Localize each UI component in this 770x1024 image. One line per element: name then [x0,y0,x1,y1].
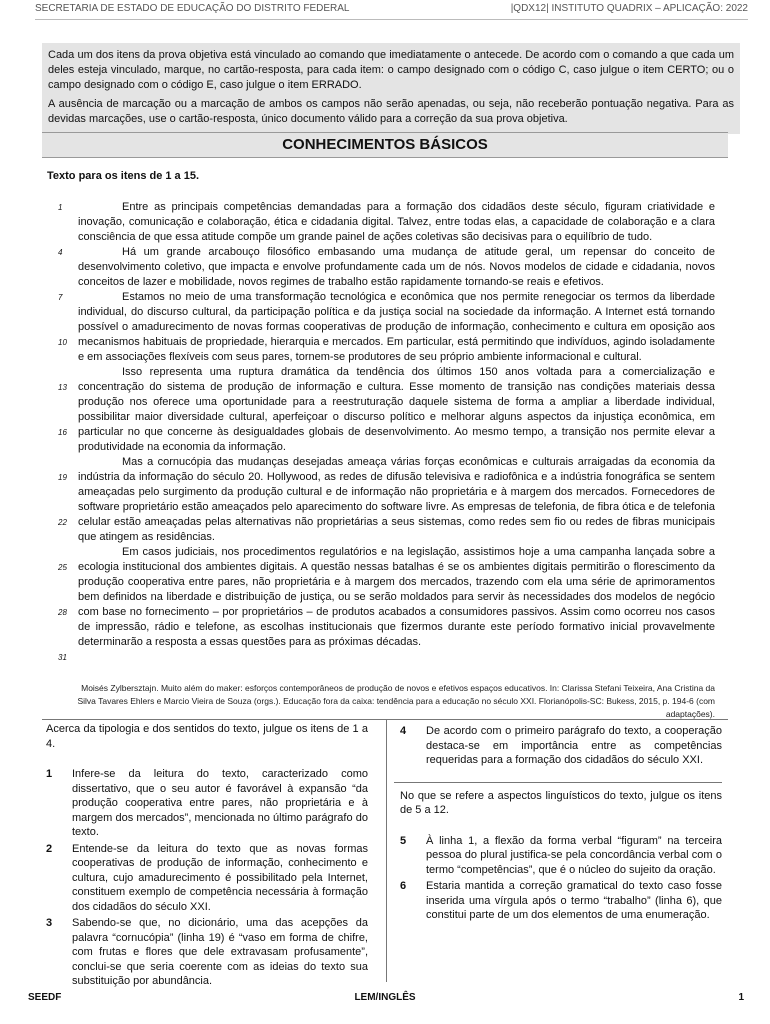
line-number: 1 [58,203,63,212]
footer-center: LEM/INGLÊS [354,992,416,1003]
line-number: 28 [58,608,67,617]
footer-left: SEEDF [28,992,62,1003]
line-number: 19 [58,473,67,482]
item-number: 1 [46,768,53,780]
line-number: 22 [58,518,67,527]
line-number: 31 [58,653,67,662]
text-label: Texto para os itens de 1 a 15. [47,170,200,182]
item-number: 5 [400,834,407,847]
line-number: 13 [58,383,67,392]
item-text: Entende-se da leitura do texto que as novas formas cooperativas de produção de informação, conhecimento e cultura, cujo amadurecimento é possibilitado pela Internet, constituem exemplo de competência necessária à formação dos cidadãos do século XXI. [72,842,368,913]
page-footer [0,992,770,1006]
header-right: |QDX12| INSTITUTO QUADRIX – APLICAÇÃO: 2022 [510,3,748,14]
divider [42,719,728,720]
instructions-p2: A ausência de marcação ou a marcação de ambos os campos não serão apenadas, ou seja, não receberão pontuação negativa. Para as devidas marcações, use o cartão-resposta, único documento válido para a correção da sua prova objetiva. [48,98,734,125]
instructions-p1: Cada um dos itens da prova objetiva está vinculado ao comando que imediatamente o antecede. De acordo com o comando a que cada um deles esteja vinculado, marque, no cartão-resposta, para cada item: o campo designado com o código C, caso julgue o item CERTO; ou o campo designado com o código E, caso julgue o item ERRADO. [48,49,734,91]
divider [394,782,722,783]
header-left: SECRETARIA DE ESTADO DE EDUCAÇÃO DO DISTRITO FEDERAL [35,3,350,14]
item-text: De acordo com o primeiro parágrafo do texto, a cooperação destaca-se em importância entre as competências requeridas para a formação dos cidadãos do século XXI. [426,725,722,766]
question-item [400,834,722,878]
section-title: CONHECIMENTOS BÁSICOS [42,132,728,158]
line-number: 16 [58,428,67,437]
item-number: 2 [46,842,53,855]
item-number: 3 [46,917,53,929]
item-number: 4 [400,725,407,737]
item-text: Infere-se da leitura do texto, caracterizado como dissertativo, que o seu autor é favorável à expansão “da produção cooperativa entre pares, não proprietária e à margem dos mercados”, mencionada no último parágrafo do texto. [72,768,368,838]
line-number: 10 [58,338,67,347]
questions-right-column [400,722,722,923]
passage [78,200,715,650]
line-number: 4 [58,248,63,257]
questions-intro: No que se refere a aspectos linguísticos do texto, julgue os itens de 5 a 12. [400,789,722,816]
question-item [46,767,368,840]
page-number: 1 [738,992,744,1003]
page-header [35,3,748,20]
paragraph: Entre as principais competências demandadas para a formação dos cidadãos deste século, figuram criatividade e inovação, comunicação e colaboração, ética e cidadania digital. Talvez, entre todas elas, a capacidade de colaboração e a clara consciência de que essa atitude compõe um grande painel de ações coletivas são decisivas para o equilíbrio de tudo. [78,201,715,243]
questions-intro: Acerca da tipologia e dos sentidos do texto, julgue os itens de 1 a 4. [46,723,368,750]
instructions-box [42,43,740,134]
paragraph: Em casos judiciais, nos procedimentos regulatórios e na legislação, assistimos hoje a uma campanha lançada sobre a ecologia institucional dos ambientes digitais. A questão nessas batalhas é se os ambientes digitais permitirão o florescimento da produção cooperativa entre pares, não proprietária e à margem dos mercados, trazendo com ela uma série de aprimoramentos bem definidos na liberdade e distribuição de justiça, ou se serão moldados para servir às necessidades dos modelos de negócio com base no fornecimento – por proprietários – de produtos acabados a consumidores passivos. Assim como ocorreu nos casos de impressão, rádio e telefone, as escolhas institucionais que fizermos durante este período formativo inicial provavelmente determinarão a resposta a essas questões para as próximas décadas. [78,546,715,648]
item-number: 6 [400,880,407,892]
paragraph: Estamos no meio de uma transformação tecnológica e econômica que nos permite renegociar os termos da liberdade individual, do discurso cultural, da participação política e da justiça social na sociedade da informação. A Internet está tornando possível o amadurecimento de novas formas cooperativas de produção de informação, conhecimento e cultura em oposição aos mecanismos habituais de propriedade, hierarquia e mercados. Em particular, está permitindo que indivíduos, agindo isoladamente e em associações flexíveis com seus pares, tornem-se produtores de seu próprio ambiente informacional e cultural. [78,291,715,363]
line-number: 25 [58,563,67,572]
paragraph: Mas a cornucópia das mudanças desejadas ameaça várias forças econômicas e culturais arraigadas da economia da indústria da informação do século 20. Hollywood, as redes de difusão televisiva e radiofônica e a indústria fonográfica se sentem ameaçadas pelo surgimento da produção cultural e de informação não proprietária e à margem dos mercados. Fornecedores de software proprietário estão ameaçados pelo aparecimento do software livre. As empresas de telefonia, de fibra ótica e de telefonia celular estão ameaçadas pelas alternativas não proprietárias a seus sistemas, como redes sem fio ou redes de fibras municipais que atingem as residências. [78,456,715,543]
question-item [46,842,368,915]
question-item [400,724,722,768]
paragraph: Isso representa uma ruptura dramática da tendência dos últimos 150 anos voltada para a comercialização e concentração do sistema de produção de informação e cultura. Esse momento de transição nas condições materiais dessa produção nos oferece uma oportunidade para a reestruturação daquele sistema de forma a ampliar a liberdade individual, possibilitar maior diversidade cultural, aperfeiçoar o discurso político e melhorar alguns aspectos da injustiça econômica, em particular no que concerne às desigualdades globais de desenvolvimento. Ao mesmo tempo, a transição nos permite elevar a produtividade na economia da informação. [78,366,715,453]
source-reference: Moisés Zylbersztajn. Muito além do maker: esforços contemporâneos de produção de novos e efetivos espaços educativos. In: Clarissa Stefani Teixeira, Ana Cristina da Silva Tavares Ehlers e Marcio Vieira de Souza (orgs.). Educação fora da caixa: tendência para a educação no século XXI. Florianópolis-SC: Bukess, 2015, p. 194-6 (com adaptações). [77,683,715,719]
column-divider [386,720,387,982]
questions-left-column [46,722,368,989]
line-number: 7 [58,293,63,302]
item-text: À linha 1, a flexão da forma verbal “figuram” na terceira pessoa do plural justifica-se pela concordância verbal com o termo “competências”, que é o núcleo do sujeito da oração. [426,834,722,876]
item-text: Sabendo-se que, no dicionário, uma das acepções da palavra “cornucópia” (linha 19) é “vaso em forma de chifre, com frutas e flores que dele extravasam profusamente”, conclui-se que seria coerente com as ideias do texto sua substituição por abundância. [72,917,368,987]
question-item [46,916,368,989]
question-item [400,879,722,923]
paragraph: Há um grande arcabouço filosófico embasando uma mudança de atitude geral, um repensar do conceito de desenvolvimento coletivo, que impacta e envolve profundamente cada um de nós. Novos modelos de cidade e cidadania, novos conceitos de lazer e mobilidade, novos regimes de trabalho estão rapidamente tornando-se reais e efetivos. [78,246,715,288]
item-text: Estaria mantida a correção gramatical do texto caso fosse inserida uma vírgula após o termo “trabalho” (linha 6), que constitui parte de um dos elementos de uma enumeração. [426,880,722,921]
